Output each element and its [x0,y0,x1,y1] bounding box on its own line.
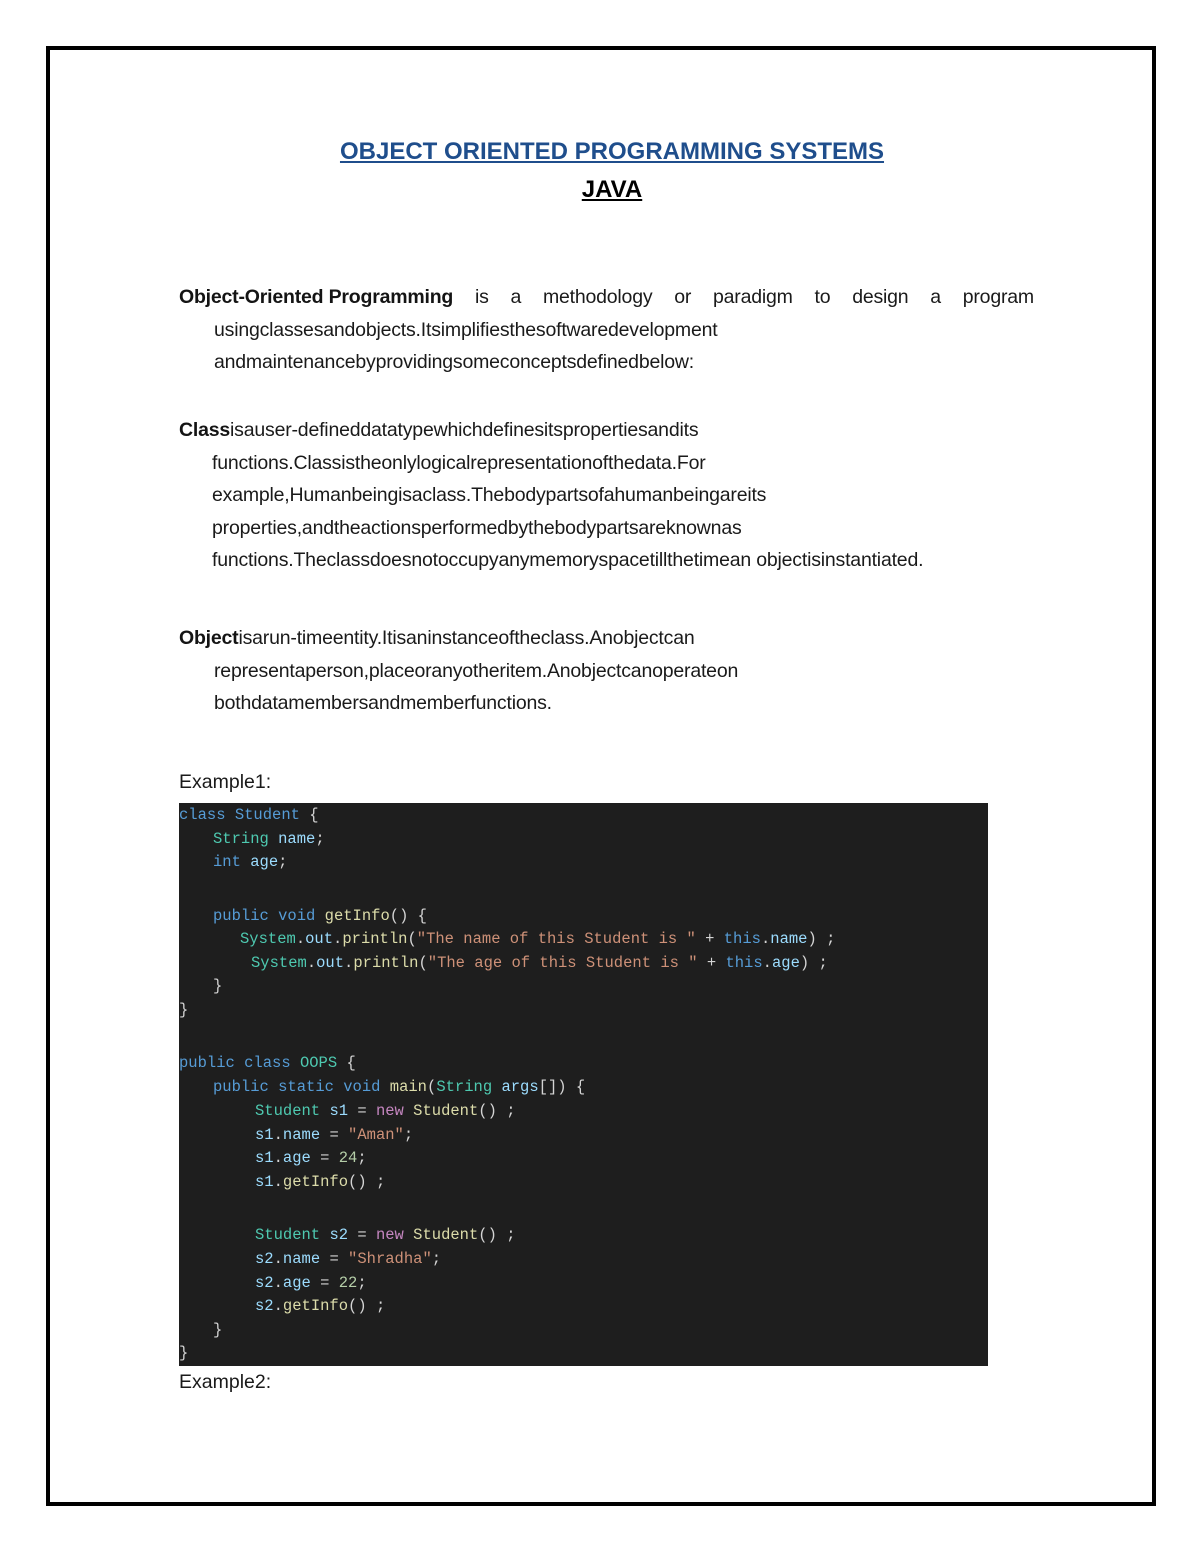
code-token: { [299,806,319,824]
code-token: int [213,853,241,871]
code-token: this [723,930,761,948]
code-line [255,1146,367,1170]
code-token: s2 [255,1274,274,1292]
oop-first-line [179,281,1034,314]
code-token: name [770,930,808,948]
code-token: age [771,954,800,972]
class-term: Class [179,419,231,441]
code-line [255,1271,367,1295]
code-token: s2 [329,1226,349,1244]
oop-term: Object-Oriented Programming [179,286,454,308]
code-token: s1 [255,1173,274,1191]
code-token: . [273,1250,283,1268]
code-line [213,974,222,998]
code-token: getInfo [282,1173,349,1191]
code-token: age [282,1149,311,1167]
code-line [255,1294,385,1318]
oop-word: design [852,286,909,308]
code-token [404,1226,413,1244]
code-token: new [375,1226,404,1244]
code-token: ; [357,1149,367,1167]
code-token: String [213,830,269,848]
code-token: public [213,1078,269,1096]
code-line [255,1099,516,1123]
code-token: = [310,1149,339,1167]
code-token [404,1102,413,1120]
class-line: functions.Theclassdoesnotoccupyanymemoryspacetillthetimean objectisinstantiated. [212,549,924,571]
code-line [255,1123,413,1147]
code-token: } [213,1321,223,1339]
code-token: . [273,1297,283,1315]
object-line: representaperson,placeoranyotheritem.Anobjectcanoperateon [214,659,739,682]
code-token [235,1054,244,1072]
class-line-text: isauser-defineddatatypewhichdefinesitspropertiesandits [230,419,699,441]
code-token [269,907,278,925]
code-token [269,830,278,848]
code-token: ; [278,853,288,871]
code-token [241,853,250,871]
code-token: . [760,930,771,948]
code-token: + [697,954,726,972]
code-token: "Aman" [348,1126,404,1144]
code-line [251,951,828,975]
class-line: properties,andtheactionsperformedbythebodypartsareknownas [212,516,742,539]
code-token: void [278,907,316,925]
code-token [269,1078,278,1096]
code-token: . [273,1173,283,1191]
code-token: 22 [338,1274,358,1292]
example1-label: Example1: [179,771,272,793]
code-token: class [179,806,226,824]
code-token: Student [413,1102,479,1120]
code-token: () ; [478,1102,516,1120]
code-token: this [725,954,763,972]
code-token [334,1078,343,1096]
code-token: main [389,1078,427,1096]
code-token: } [179,1001,189,1019]
code-token: ) ; [807,930,836,948]
code-token: { [337,1054,356,1072]
code-token: name [278,830,316,848]
code-token: . [762,954,772,972]
object-line-text: isarun-timeentity.Itisaninstanceoftheclass.Anobjectcan [238,627,695,649]
code-token: ; [403,1126,414,1144]
code-line [213,1075,585,1099]
code-token: + [695,930,724,948]
oop-line: usingclassesandobjects.Itsimplifiesthesoftwaredevelopment [214,318,718,341]
code-token: String [436,1078,493,1096]
code-token: out [305,930,334,948]
code-token: ( [427,1078,437,1096]
code-token: = [348,1102,376,1120]
code-token: ( [407,930,417,948]
code-token: System [240,930,296,948]
code-token: new [375,1102,404,1120]
code-token: . [273,1274,283,1292]
code-token: out [316,954,345,972]
object-paragraph [179,622,738,720]
code-token: void [343,1078,381,1096]
code-line [179,803,319,827]
code-token: static [278,1078,334,1096]
code-token: () ; [478,1226,516,1244]
code-token: ; [315,830,325,848]
code-token [291,1054,300,1072]
code-token: s2 [255,1297,274,1315]
code-token: "The age of this Student is " [427,954,698,972]
oop-word: methodology [542,286,653,308]
code-token: public [179,1054,235,1072]
code-token: Student [413,1226,479,1244]
class-first-line [179,414,923,447]
code-token: () ; [348,1173,386,1191]
code-block [179,803,988,1366]
code-token: s1 [255,1126,274,1144]
code-line [255,1247,441,1271]
code-token: class [244,1054,291,1072]
class-line: example,Humanbeingisaclass.Thebodypartsofahumanbeingareits [212,484,767,506]
code-token: = [348,1226,376,1244]
code-token: . [306,954,317,972]
code-token: () ; [348,1297,386,1315]
code-token: age [282,1274,311,1292]
code-token: ) ; [799,954,828,972]
code-line [213,827,325,851]
object-term: Object [179,627,239,649]
code-line [255,1170,385,1194]
oop-word: a [930,286,941,308]
code-line [213,1318,222,1342]
oop-paragraph [179,281,1034,379]
code-token: args [501,1078,539,1096]
code-token: ; [431,1250,442,1268]
oop-line: andmaintenancebyprovidingsomeconceptsdefinedbelow: [214,351,694,373]
code-token: } [213,977,223,995]
code-token: name [282,1126,321,1144]
oop-word: program [962,286,1034,308]
code-token: ; [357,1274,367,1292]
code-token: . [295,930,306,948]
code-token: println [353,954,419,972]
code-line [179,998,188,1022]
code-token [315,907,324,925]
code-token: name [282,1250,321,1268]
code-line [240,927,835,951]
oop-word: a [510,286,522,308]
code-token: Student [255,1102,321,1120]
code-token: Student [255,1226,321,1244]
class-paragraph [179,414,923,577]
code-token: = [310,1274,339,1292]
code-token [380,1078,389,1096]
code-token: = [320,1250,349,1268]
object-first-line [179,622,738,655]
object-line: bothdatamembersandmemberfunctions. [214,692,552,714]
code-token: s1 [329,1102,349,1120]
code-token: = [320,1126,349,1144]
code-token: public [213,907,269,925]
code-token: "Shradha" [348,1250,432,1268]
code-line [213,904,427,928]
code-token: println [342,930,408,948]
oop-word: to [814,286,831,308]
code-token: () { [389,907,427,925]
code-token: . [333,930,343,948]
oop-word: or [674,286,692,308]
code-token: "The name of this Student is " [416,930,696,948]
example2-label: Example2: [179,1371,272,1393]
code-line [255,1223,516,1247]
code-line [179,1341,188,1365]
code-token: age [250,853,279,871]
code-line [213,850,287,874]
code-token: . [273,1149,283,1167]
oop-word: is [474,286,489,308]
code-token: getInfo [282,1297,349,1315]
document-subtitle: JAVA [581,176,643,203]
code-token: Student [234,806,300,824]
document-title: OBJECT ORIENTED PROGRAMMING SYSTEMS [339,138,885,165]
code-token: . [273,1126,283,1144]
code-token: 24 [338,1149,358,1167]
code-token: s2 [255,1250,274,1268]
oop-word: paradigm [712,286,793,308]
code-token: OOPS [299,1054,338,1072]
code-token: ( [418,954,428,972]
code-token: . [344,954,354,972]
code-token: } [179,1344,189,1362]
code-token [226,806,235,824]
code-line [179,1051,356,1075]
code-token: System [251,954,307,972]
code-token: getInfo [324,907,390,925]
code-token: []) { [538,1078,586,1096]
code-token: s1 [255,1149,274,1167]
class-line: functions.Classistheonlylogicalrepresentationofthedata.For [212,451,706,474]
